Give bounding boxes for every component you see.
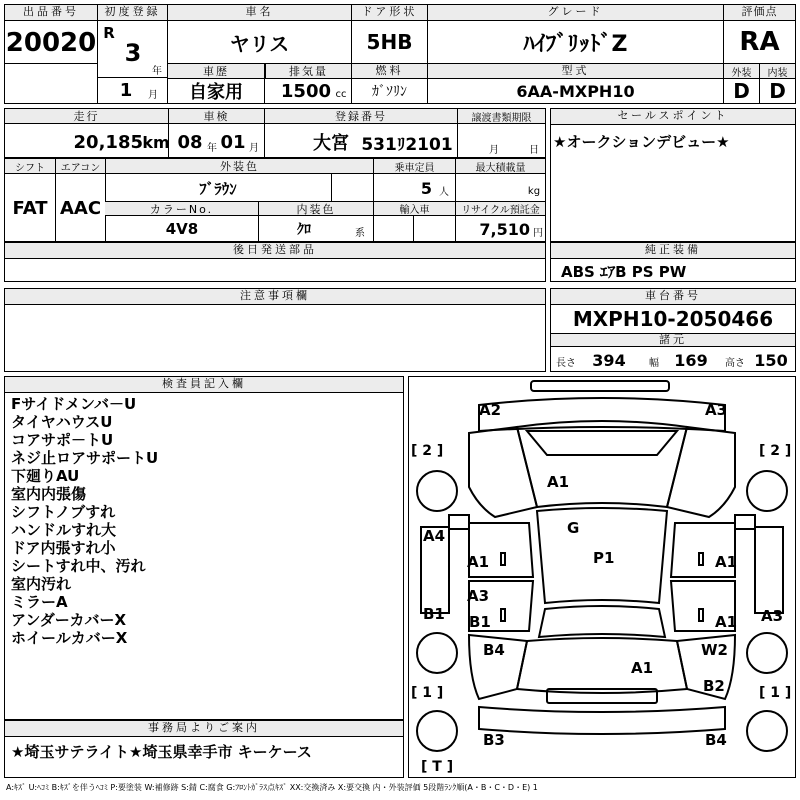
mileage-label: 走行 xyxy=(73,110,100,123)
int-label: 内装 xyxy=(759,64,795,78)
ext-label: 外装 xyxy=(731,67,752,79)
bracket-top-left: [ 2 ] xyxy=(411,443,444,459)
equipment-block xyxy=(550,242,796,282)
inspection-label: 車検 xyxy=(168,109,264,123)
mark-a2: A2 xyxy=(479,401,502,419)
era: R xyxy=(103,24,115,42)
recycle-unit: 円 xyxy=(533,227,543,239)
chassis-block xyxy=(550,288,796,372)
bracket-top-right: [ 2 ] xyxy=(759,443,792,459)
capacity: 5 xyxy=(420,178,432,198)
list-item: ハンドルすれ大 xyxy=(11,521,117,539)
mark-a1-left: A1 xyxy=(467,553,490,571)
history: 自家用 xyxy=(189,82,243,103)
list-item: Fサイドメンバ－U xyxy=(11,395,137,413)
mileage-block xyxy=(4,108,546,158)
legend: A:ｷｽﾞ U:ﾍｺﾐ B:ｷｽﾞを伴うﾍｺﾐ P:要塗装 W:補修跡 S:錆 C:腐食 G:ﾌﾛﾝﾄｶﾞﾗｽ点ｷｽﾞ XX:交換済み X:要交換 内・外装評価 5段階ﾗﾝｸ順(A・B・C・D・E) 1 xyxy=(6,783,538,792)
recycle-label: リサイクル預託金 xyxy=(455,202,545,215)
bracket-t: [ T ] xyxy=(421,759,454,775)
mark-b3: B3 xyxy=(483,731,505,749)
office-message: ★埼玉サテライト★埼玉県幸手市 キーケース xyxy=(11,743,312,761)
reg-month: 1 xyxy=(119,79,133,101)
insp-year-unit: 年 xyxy=(207,142,217,154)
transfer-label: 譲渡書類期限 xyxy=(457,109,545,123)
sales-point-block xyxy=(550,108,796,242)
car-name-label: 車名 xyxy=(168,5,351,21)
color-no: 4V8 xyxy=(165,220,199,238)
shift: FAT xyxy=(12,197,48,219)
first-reg-label: 初度登録 xyxy=(98,5,167,21)
length-label: 長さ xyxy=(556,357,576,369)
model-label: 型式 xyxy=(428,64,723,79)
chassis-label: 車台番号 xyxy=(551,289,795,305)
interior: ｸﾛ xyxy=(297,222,311,238)
list-item: ネジ止ロアサポートU xyxy=(11,449,159,467)
notes-block xyxy=(4,288,546,372)
recycle: 7,510 xyxy=(479,219,530,239)
reg-month-unit: 月 xyxy=(148,89,158,101)
int-score: D xyxy=(769,79,786,103)
transfer-month: 月 xyxy=(489,144,499,156)
door-label: ドア形状 xyxy=(352,5,427,21)
office-block xyxy=(4,720,404,778)
color-no-label: カラーNo. xyxy=(149,202,214,216)
mark-a1-right: A1 xyxy=(715,553,738,571)
reg-year: 3 xyxy=(124,39,142,67)
capacity-unit: 人 xyxy=(439,186,449,198)
inspector-list xyxy=(11,395,158,647)
interior-label: 内装色 xyxy=(258,202,373,215)
bracket-bottom-right: [ 1 ] xyxy=(759,685,792,701)
list-item: シートすれ中、汚れ xyxy=(11,557,146,575)
sales-point: ★オークションデビュー★ xyxy=(553,133,730,151)
plate-label: 登録番号 xyxy=(264,109,457,123)
sales-label: セールスポイント xyxy=(551,109,795,125)
car-diagram xyxy=(408,376,796,778)
import-label: 輸入車 xyxy=(373,202,455,215)
bracket-bottom-left: [ 1 ] xyxy=(411,685,444,701)
car-diagram-svg xyxy=(409,377,795,777)
list-item: アンダーカバーX xyxy=(11,611,127,629)
height-label: 高さ xyxy=(725,357,745,369)
mark-w2: W2 xyxy=(701,641,728,659)
fuel: ｶﾞｿﾘﾝ xyxy=(372,84,407,100)
height: 150 xyxy=(754,350,788,370)
later-parts-label: 後日発送部品 xyxy=(5,243,545,259)
mileage-unit: km xyxy=(142,132,170,152)
office-label: 事務局よりご案内 xyxy=(5,721,403,737)
transfer-day: 日 xyxy=(529,144,539,156)
shift-label: シフト xyxy=(15,162,45,174)
car-name: ヤリス xyxy=(229,31,290,56)
mark-a1-rdoor: A1 xyxy=(715,613,738,631)
list-item: タイヤハウスU xyxy=(11,413,113,431)
list-item: 室内内張傷 xyxy=(11,485,87,503)
mark-b1-far: B1 xyxy=(423,605,445,623)
color: ﾌﾞﾗｳﾝ xyxy=(199,179,237,198)
mark-g: G xyxy=(567,519,580,537)
displacement-label: 排気量 xyxy=(265,64,351,78)
dims-label: 諸元 xyxy=(551,333,795,347)
equip-label: 純正装備 xyxy=(551,243,795,259)
mark-b2: B2 xyxy=(703,677,725,695)
list-item: ホイールカバーX xyxy=(11,629,128,647)
header-block xyxy=(4,4,796,104)
load-label: 最大積載量 xyxy=(455,159,545,173)
mark-b4-bottom: B4 xyxy=(705,731,727,749)
displacement-unit: cc xyxy=(335,88,347,100)
mark-b4: B4 xyxy=(483,641,505,659)
list-item: シフトノブすれ xyxy=(11,503,116,521)
history-label: 車歴 xyxy=(203,65,229,78)
mileage: 20,185 xyxy=(73,131,143,153)
list-item: 室内汚れ xyxy=(11,575,72,593)
ac: AAC xyxy=(59,197,102,219)
list-item: 下廻りAU xyxy=(11,467,80,485)
door: 5HB xyxy=(366,30,413,54)
plate-number: 531ﾘ2101 xyxy=(361,134,453,155)
spec-block xyxy=(4,158,546,242)
interior-unit: 系 xyxy=(355,227,365,239)
inspector-block xyxy=(4,376,404,720)
score: RA xyxy=(739,27,780,57)
mark-a4: A4 xyxy=(423,527,446,545)
mark-a3-top: A3 xyxy=(705,401,728,419)
capacity-label: 乗車定員 xyxy=(373,159,455,173)
fuel-label: 燃料 xyxy=(352,64,427,79)
insp-month: 01 xyxy=(220,131,246,153)
plate-area: 大宮 xyxy=(313,133,349,154)
list-item: コアサポ－トU xyxy=(11,431,114,449)
ac-label: エアコン xyxy=(55,159,105,173)
score-label: 評価点 xyxy=(724,5,795,21)
displacement: 1500 xyxy=(280,80,331,102)
reg-year-unit: 年 xyxy=(152,65,162,77)
lot-label: 出品番号 xyxy=(5,5,97,21)
mark-a1-trunk: A1 xyxy=(631,659,654,677)
later-parts-block xyxy=(4,242,546,282)
chassis-number: MXPH10-2050466 xyxy=(572,307,774,331)
grade-label: グレード xyxy=(428,5,723,21)
list-item: ドア内張すれ小 xyxy=(11,539,116,557)
ext-score: D xyxy=(733,79,750,103)
width-label: 幅 xyxy=(649,357,659,369)
mark-a1-hood: A1 xyxy=(547,473,570,491)
lot-number: 20020 xyxy=(5,28,97,58)
load-unit: kg xyxy=(527,185,541,197)
list-item: ミラーA xyxy=(11,593,68,611)
mark-a3-right: A3 xyxy=(761,607,784,625)
inspector-label: 検査員記入欄 xyxy=(5,377,403,393)
grade: ﾊｲﾌﾞﾘｯﾄﾞZ xyxy=(523,31,628,57)
insp-month-unit: 月 xyxy=(249,142,259,154)
mark-b1-inner: B1 xyxy=(469,613,491,631)
length: 394 xyxy=(592,350,626,370)
equipment: ABS ｴｱB PS PW xyxy=(561,263,687,281)
insp-year: 08 xyxy=(177,131,203,153)
notes-label: 注意事項欄 xyxy=(5,289,545,305)
color-label: 外装色 xyxy=(105,159,373,173)
width: 169 xyxy=(674,350,708,370)
mark-p1: P1 xyxy=(593,549,615,567)
mark-a3-left: A3 xyxy=(467,587,490,605)
model: 6AA-MXPH10 xyxy=(516,81,635,101)
